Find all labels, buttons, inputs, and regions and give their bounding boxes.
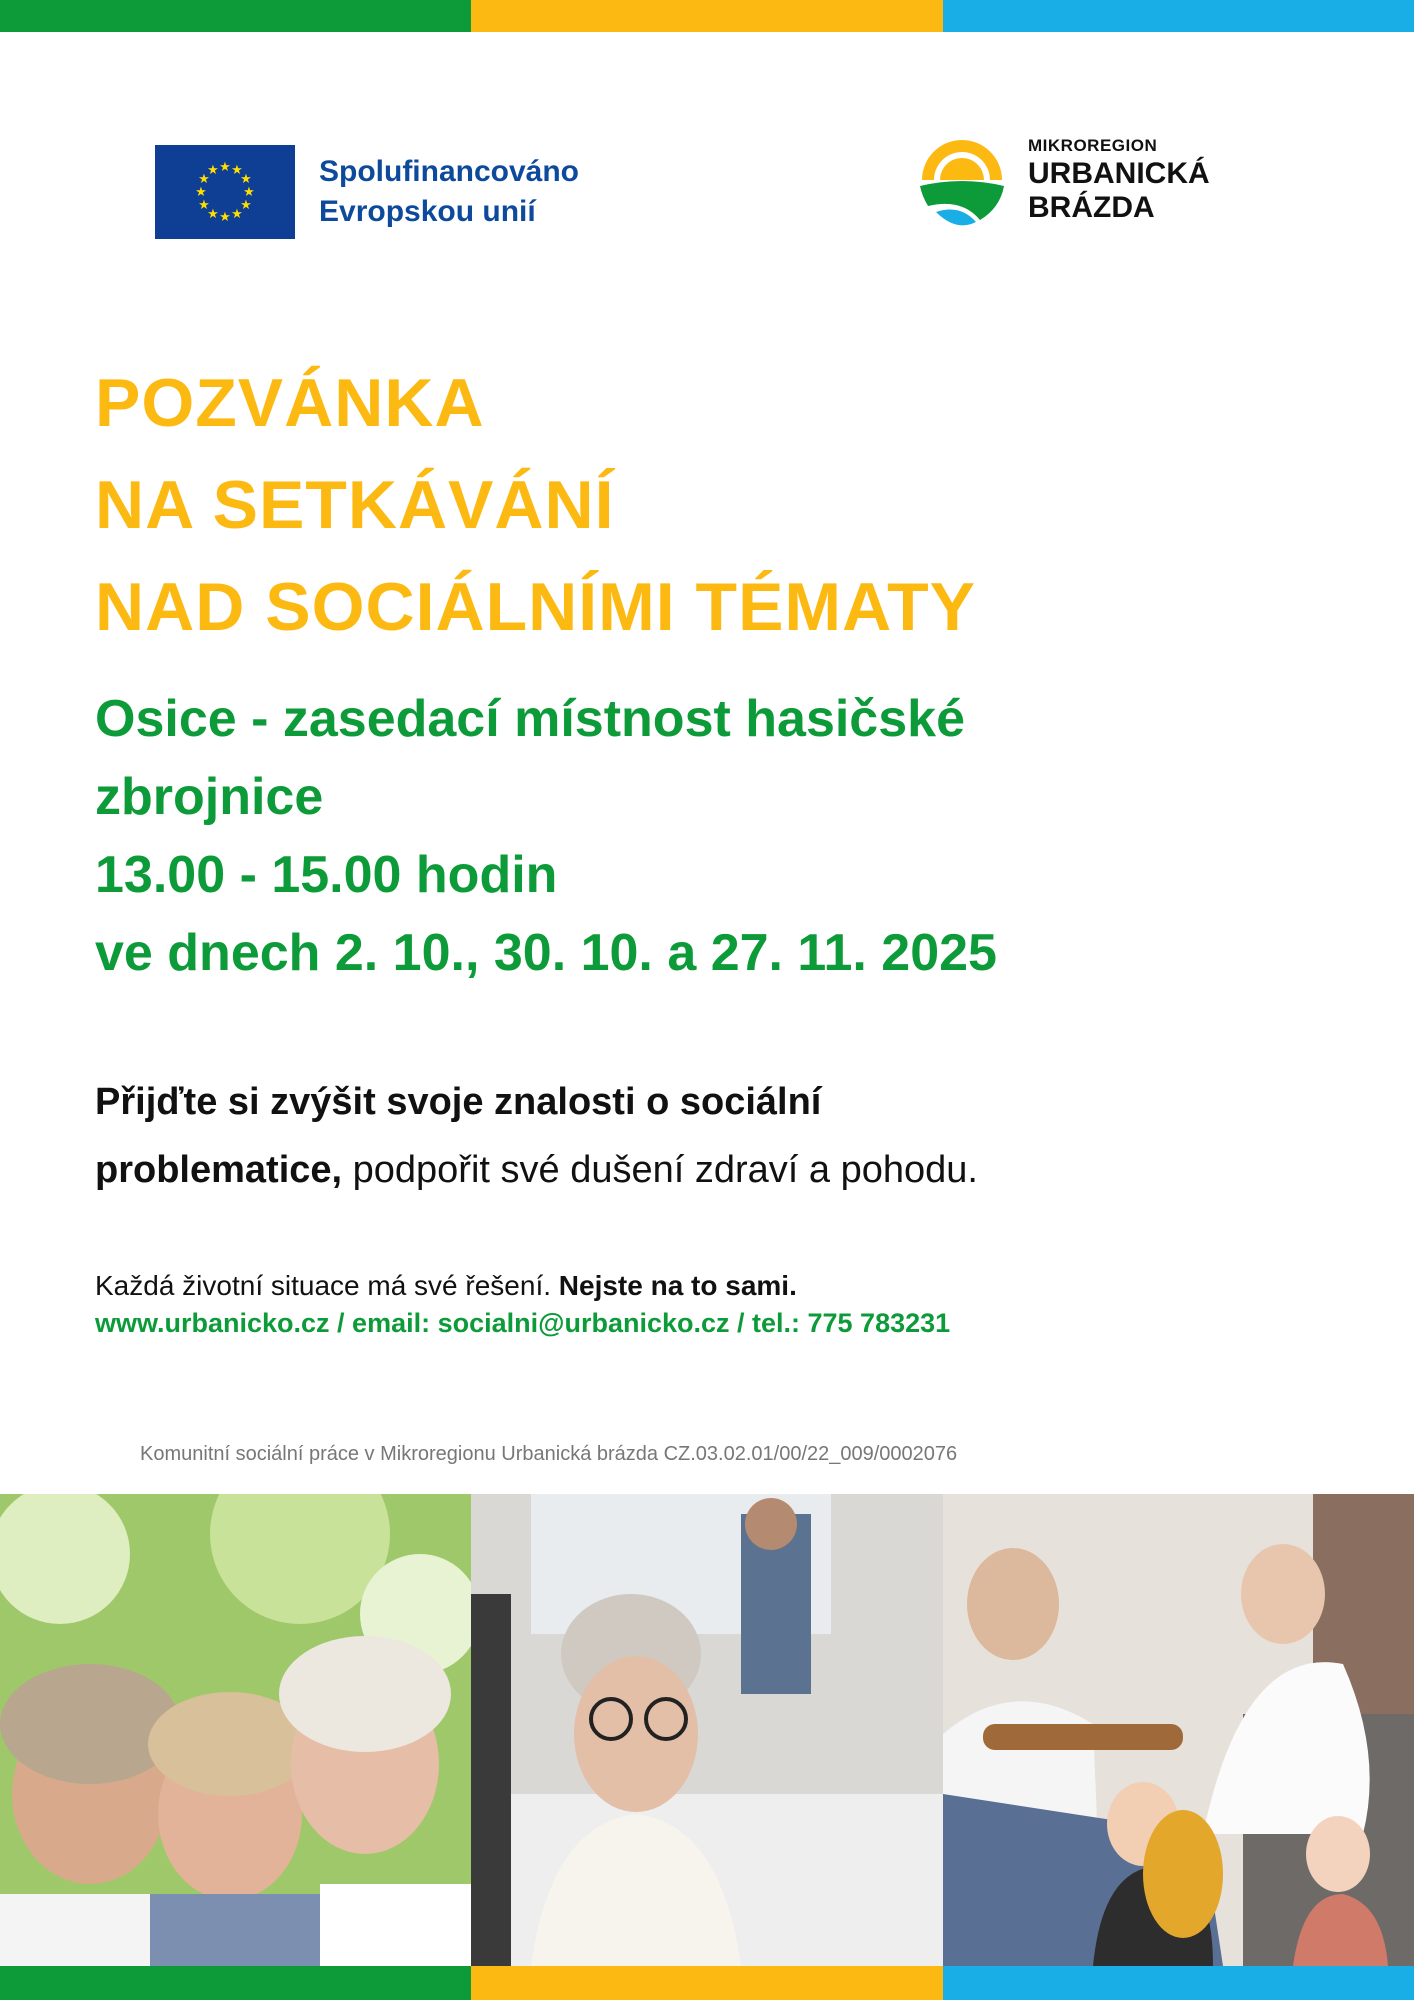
eu-cofinanced-logo — [155, 145, 579, 239]
photo-family-ukulele — [943, 1494, 1414, 1966]
svg-text:★: ★ — [219, 210, 231, 225]
bottom-color-stripe — [0, 1966, 1414, 2000]
eu-text-line2: Evropskou unií — [319, 195, 536, 228]
microregion-name-line1: URBANICKÁ — [1028, 157, 1210, 190]
event-details — [95, 680, 1295, 992]
svg-text:★: ★ — [240, 172, 252, 187]
motto-normal: Každá životní situace má své řešení. — [95, 1270, 559, 1301]
eu-flag-icon — [155, 145, 295, 239]
eu-text-line1: Spolufinancováno — [319, 155, 580, 188]
microregion-label: MIKROREGION — [1028, 136, 1158, 155]
pitch-bold-line1: Přijďte si zvýšit svoje znalosti o sociální — [95, 1081, 822, 1123]
title-line1: POZVÁNKA — [95, 365, 485, 441]
svg-text:★: ★ — [195, 185, 207, 200]
photo-strip — [0, 1494, 1414, 1966]
svg-text:★: ★ — [207, 207, 219, 222]
pitch-bold-line2: problematice, — [95, 1149, 343, 1191]
event-dates: ve dnech 2. 10., 30. 10. a 27. 11. 2025 — [95, 924, 997, 982]
stripe-yellow — [471, 1966, 942, 2000]
title-line2: NA SETKÁVÁNÍ — [95, 467, 615, 543]
svg-text:★: ★ — [231, 207, 243, 222]
svg-text:★: ★ — [243, 185, 255, 200]
title-line3: NAD SOCIÁLNÍMI TÉMATY — [95, 569, 977, 645]
microregion-name-line2: BRÁZDA — [1028, 191, 1155, 224]
event-place-line1: Osice - zasedací místnost hasičské — [95, 690, 965, 748]
svg-text:★: ★ — [207, 163, 219, 178]
photo-senior-women — [0, 1494, 471, 1966]
stripe-yellow — [471, 0, 942, 32]
stripe-blue — [943, 1966, 1414, 2000]
stripe-green — [0, 0, 471, 32]
sun-field-logo-icon — [910, 128, 1014, 232]
svg-text:★: ★ — [240, 198, 252, 213]
svg-text:★: ★ — [219, 160, 231, 175]
microregion-logo — [910, 128, 1210, 232]
svg-text:★: ★ — [198, 172, 210, 187]
event-place-line2: zbrojnice — [95, 768, 324, 826]
svg-text:★: ★ — [231, 163, 243, 178]
pitch-normal-text: podpořit své dušení zdraví a pohodu. — [342, 1149, 978, 1191]
event-time: 13.00 - 15.00 hodin — [95, 846, 558, 904]
motto — [95, 1266, 797, 1306]
invitation-title — [95, 352, 976, 658]
invitation-pitch — [95, 1068, 1345, 1204]
project-reference: Komunitní sociální práce v Mikroregionu Urbanická brázda CZ.03.02.01/00/22_009/0002076 — [140, 1443, 958, 1465]
contact-line[interactable]: www.urbanicko.cz / email: socialni@urbanicko.cz / tel.: 775 783231 — [95, 1308, 951, 1338]
stripe-blue — [943, 0, 1414, 32]
top-color-stripe — [0, 0, 1414, 32]
svg-text:★: ★ — [198, 198, 210, 213]
photo-senior-woman-workshop — [471, 1494, 942, 1966]
motto-bold: Nejste na to sami. — [558, 1270, 797, 1301]
stripe-green — [0, 1966, 471, 2000]
